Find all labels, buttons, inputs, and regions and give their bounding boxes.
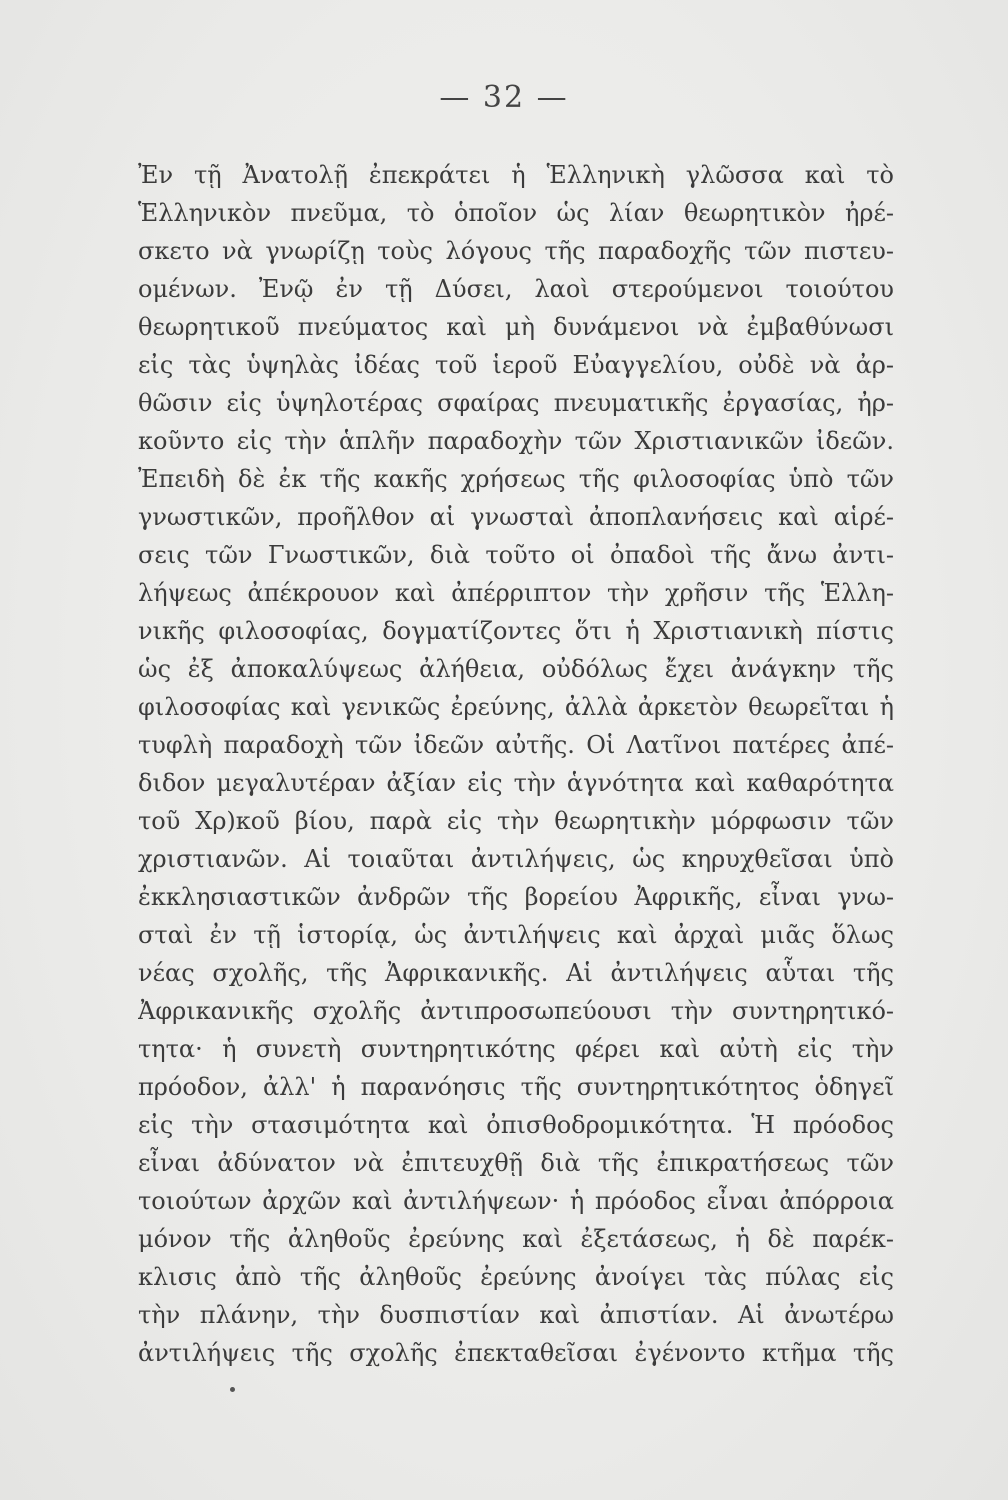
text-line: γνωστικῶν, προῆλθον αἱ γνωσταὶ ἀποπλανήσεις καὶ αἱρέ-: [138, 503, 894, 531]
text-line: θῶσιν εἰς ὑψηλοτέρας σφαίρας πνευματικῆς ἐργασίας, ἠρ-: [138, 389, 894, 417]
body-text: [138, 156, 894, 1372]
text-line: εἰς τὰς ὑψηλὰς ἰδέας τοῦ ἱεροῦ Εὐαγγελίου, οὐδὲ νὰ ἀρ-: [138, 351, 894, 379]
text-line: νέας σχολῆς, τῆς Ἀφρικανικῆς. Αἱ ἀντιλήψεις αὗται τῆς: [138, 959, 894, 987]
text-line: σταὶ ἐν τῇ ἱστορίᾳ, ὡς ἀντιλήψεις καὶ ἀρχαὶ μιᾶς ὅλως: [138, 921, 894, 949]
text-line: κοῦντο εἰς τὴν ἁπλῆν παραδοχὴν τῶν Χριστιανικῶν ἰδεῶν.: [138, 427, 894, 455]
text-line: νικῆς φιλοσοφίας, δογματίζοντες ὅτι ἡ Χριστιανικὴ πίστις: [138, 617, 894, 645]
text-line: εἰς τὴν στασιμότητα καὶ ὀπισθοδρομικότητα. Ἡ πρόοδος: [138, 1111, 894, 1139]
text-line: Ἑλληνικὸν πνεῦμα, τὸ ὁποῖον ὡς λίαν θεωρητικὸν ἠρέ-: [138, 199, 894, 227]
text-line: θεωρητικοῦ πνεύματος καὶ μὴ δυνάμενοι νὰ ἐμβαθύνωσι: [138, 313, 894, 341]
text-line: λήψεως ἀπέκρουον καὶ ἀπέρριπτον τὴν χρῆσιν τῆς Ἑλλη-: [138, 579, 894, 607]
text-line: τὴν πλάνην, τὴν δυσπιστίαν καὶ ἀπιστίαν. Αἱ ἀνωτέρω: [138, 1301, 894, 1329]
text-line: Ἀφρικανικῆς σχολῆς ἀντιπροσωπεύουσι τὴν συντηρητικό-: [138, 997, 894, 1025]
text-line: σεις τῶν Γνωστικῶν, διὰ τοῦτο οἱ ὀπαδοὶ τῆς ἄνω ἀντι-: [138, 541, 894, 569]
text-line: τοῦ Χρ)κοῦ βίου, παρὰ εἰς τὴν θεωρητικὴν μόρφωσιν τῶν: [138, 807, 894, 835]
text-line: κλισις ἀπὸ τῆς ἀληθοῦς ἐρεύνης ἀνοίγει τὰς πύλας εἰς: [138, 1263, 894, 1291]
print-speck: [230, 1387, 235, 1392]
text-line: ὡς ἐξ ἀποκαλύψεως ἀλήθεια, οὐδόλως ἔχει ἀνάγκην τῆς: [138, 655, 894, 683]
text-line: ομένων. Ἐνῷ ἐν τῇ Δύσει, λαοὶ στερούμενοι τοιούτου: [138, 275, 894, 303]
text-line: τυφλὴ παραδοχὴ τῶν ἰδεῶν αὐτῆς. Οἱ Λατῖνοι πατέρες ἀπέ-: [138, 731, 894, 759]
text-line: τητα· ἡ συνετὴ συντηρητικότης φέρει καὶ αὐτὴ εἰς τὴν: [138, 1035, 894, 1063]
text-line: ἀντιλήψεις τῆς σχολῆς ἐπεκταθεῖσαι ἐγένοντο κτῆμα τῆς: [138, 1339, 894, 1367]
text-line: πρόοδον, ἀλλ' ἡ παρανόησις τῆς συντηρητικότητος ὁδηγεῖ: [138, 1073, 894, 1101]
text-line: διδον μεγαλυτέραν ἀξίαν εἰς τὴν ἁγνότητα καὶ καθαρότητα: [138, 769, 894, 797]
text-line: ἐκκλησιαστικῶν ἀνδρῶν τῆς βορείου Ἀφρικῆς, εἶναι γνω-: [138, 883, 894, 911]
text-line: τοιούτων ἀρχῶν καὶ ἀντιλήψεων· ἡ πρόοδος εἶναι ἀπόρροια: [138, 1187, 894, 1215]
text-line: Ἐπειδὴ δὲ ἐκ τῆς κακῆς χρήσεως τῆς φιλοσοφίας ὑπὸ τῶν: [138, 465, 894, 493]
text-line: Ἐν τῇ Ἀνατολῇ ἐπεκράτει ἡ Ἑλληνικὴ γλῶσσα καὶ τὸ: [138, 161, 894, 189]
text-line: εἶναι ἀδύνατον νὰ ἐπιτευχθῇ διὰ τῆς ἐπικρατήσεως τῶν: [138, 1149, 894, 1177]
text-line: μόνον τῆς ἀληθοῦς ἐρεύνης καὶ ἐξετάσεως, ἡ δὲ παρέκ-: [138, 1225, 894, 1253]
page-number: — 32 —: [439, 80, 569, 115]
text-line: φιλοσοφίας καὶ γενικῶς ἐρεύνης, ἀλλὰ ἀρκετὸν θεωρεῖται ἡ: [138, 693, 894, 721]
text-line: σκετο νὰ γνωρίζῃ τοὺς λόγους τῆς παραδοχῆς τῶν πιστευ-: [138, 237, 894, 265]
text-line: χριστιανῶν. Αἱ τοιαῦται ἀντιλήψεις, ὡς κηρυχθεῖσαι ὑπὸ: [138, 845, 894, 873]
